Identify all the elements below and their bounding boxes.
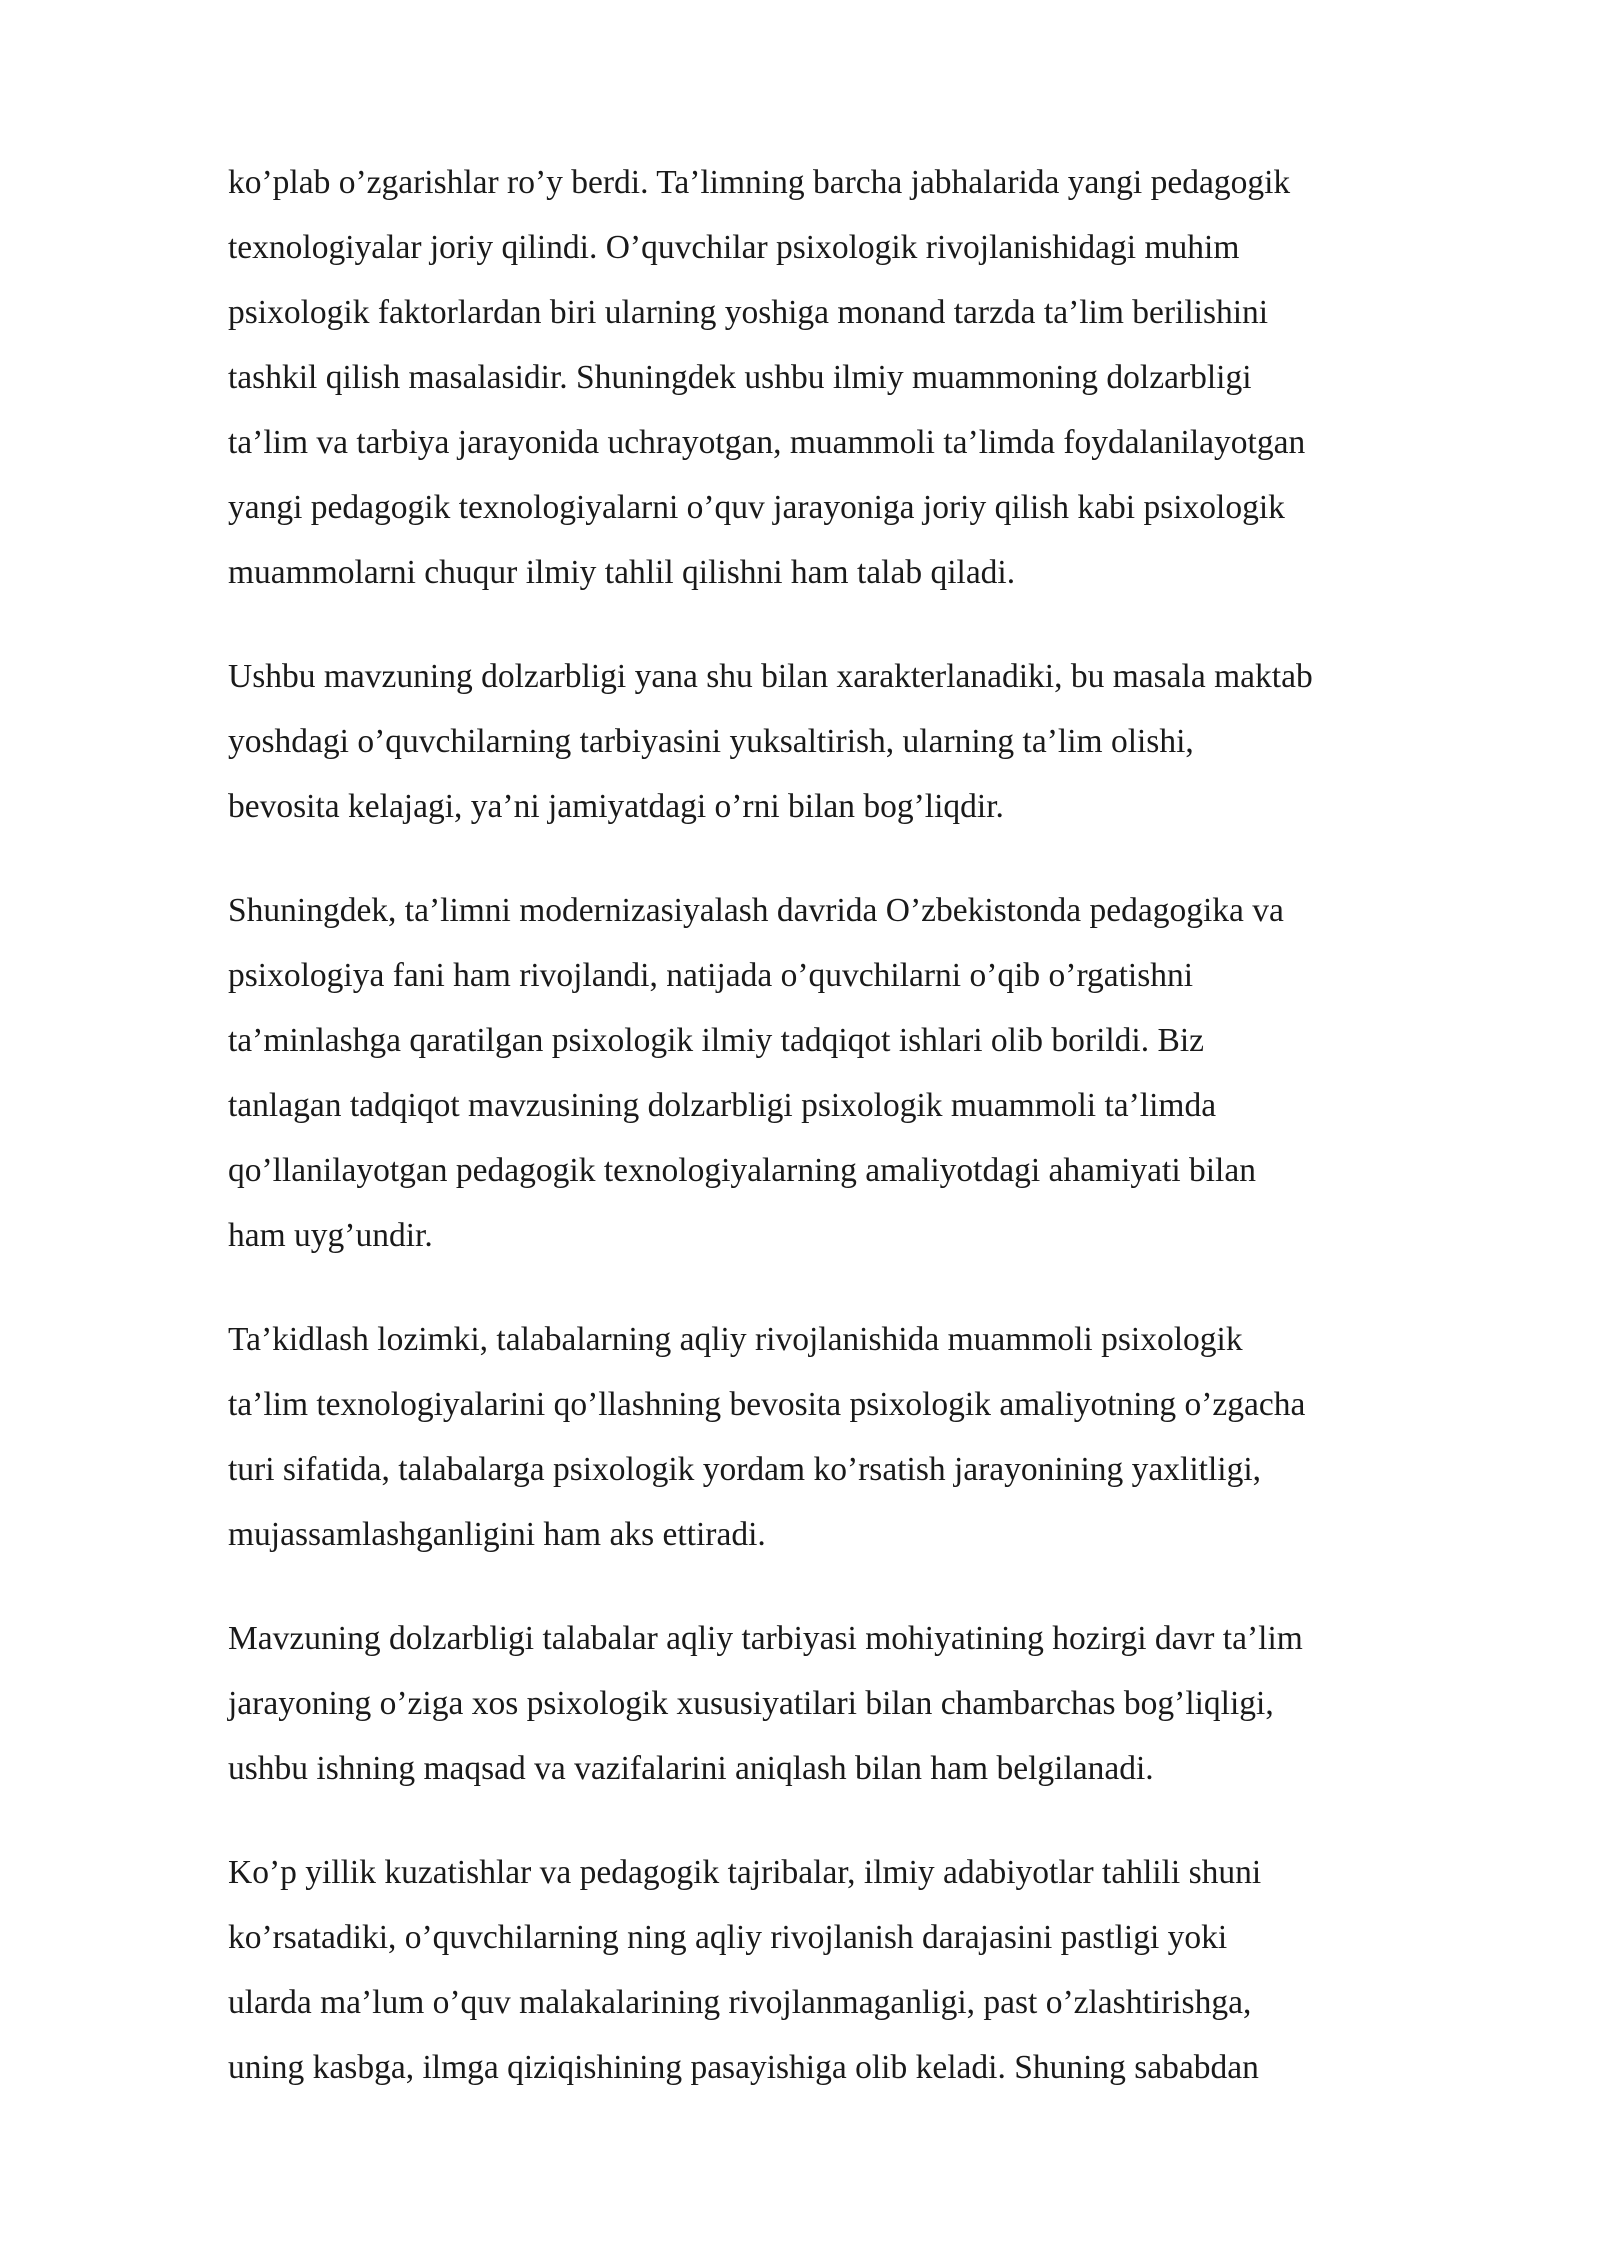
text-line: ushbu ishning maqsad va vazifalarini aniqlash bilan ham belgilanadi. (228, 1750, 1154, 1787)
text-line: uning kasbga, ilmga qiziqishining pasayishiga olib keladi. Shuning sababdan (228, 2049, 1259, 2086)
text-line: texnologiyalar joriy qilindi. O’quvchilar psixologik rivojlanishidagi muhim (228, 229, 1240, 266)
text-line: ta’minlashga qaratilgan psixologik ilmiy tadqiqot ishlari olib borildi. Biz (228, 1022, 1205, 1059)
paragraph (228, 150, 1458, 605)
text-line: psixologiya fani ham rivojlandi, natijada o’quvchilarni o’qib o’rgatishni (228, 957, 1194, 994)
text-line: tashkil qilish masalasidir. Shuningdek ushbu ilmiy muammoning dolzarbligi (228, 359, 1252, 396)
text-line: muammolarni chuqur ilmiy tahlil qilishni ham talab qiladi. (228, 554, 1016, 591)
text-line: ularda ma’lum o’quv malakalarining rivojlanmaganligi, past o’zlashtirishga, (228, 1984, 1252, 2021)
paragraph (228, 1606, 1458, 1801)
text-line: Shuningdek, ta’limni modernizasiyalash davrida O’zbekistonda pedagogika va (228, 892, 1284, 929)
text-line: Mavzuning dolzarbligi talabalar aqliy tarbiyasi mohiyatining hozirgi davr ta’lim (228, 1620, 1303, 1657)
text-line: bevosita kelajagi, ya’ni jamiyatdagi o’rni bilan bog’liqdir. (228, 788, 1004, 825)
paragraph (228, 1840, 1458, 2100)
text-line: ta’lim va tarbiya jarayonida uchrayotgan, muammoli ta’limda foydalanilayotgan (228, 424, 1306, 461)
text-line: turi sifatida, talabalarga psixologik yordam ko’rsatish jarayonining yaxlitligi, (228, 1451, 1262, 1488)
text-line: yoshdagi o’quvchilarning tarbiyasini yuksaltirish, ularning ta’lim olishi, (228, 723, 1194, 760)
text-line: ta’lim texnologiyalarini qo’llashning bevosita psixologik amaliyotning o’zgacha (228, 1386, 1306, 1423)
paragraph (228, 878, 1458, 1268)
paragraph (228, 644, 1458, 839)
text-line: ham uyg’undir. (228, 1217, 433, 1254)
text-line: jarayoning o’ziga xos psixologik xususiyatilari bilan chambarchas bog’liqligi, (228, 1685, 1274, 1722)
paragraph (228, 1307, 1458, 1567)
text-line: tanlagan tadqiqot mavzusining dolzarbligi psixologik muammoli ta’limda (228, 1087, 1217, 1124)
text-line: ko’plab o’zgarishlar ro’y berdi. Ta’limning barcha jabhalarida yangi pedagogik (228, 164, 1291, 201)
document-body (228, 150, 1458, 2139)
text-line: Ushbu mavzuning dolzarbligi yana shu bilan xarakterlanadiki, bu masala maktab (228, 658, 1313, 695)
text-line: Ta’kidlash lozimki, talabalarning aqliy rivojlanishida muammoli psixologik (228, 1321, 1243, 1358)
text-line: ko’rsatadiki, o’quvchilarning ning aqliy rivojlanish darajasini pastligi yoki (228, 1919, 1228, 1956)
text-line: Ko’p yillik kuzatishlar va pedagogik tajribalar, ilmiy adabiyotlar tahlili shuni (228, 1854, 1262, 1891)
text-line: qo’llanilayotgan pedagogik texnologiyalarning amaliyotdagi ahamiyati bilan (228, 1152, 1256, 1189)
text-line: yangi pedagogik texnologiyalarni o’quv jarayoniga joriy qilish kabi psixologik (228, 489, 1285, 526)
text-line: psixologik faktorlardan biri ularning yoshiga monand tarzda ta’lim berilishini (228, 294, 1269, 331)
text-line: mujassamlashganligini ham aks ettiradi. (228, 1516, 766, 1553)
